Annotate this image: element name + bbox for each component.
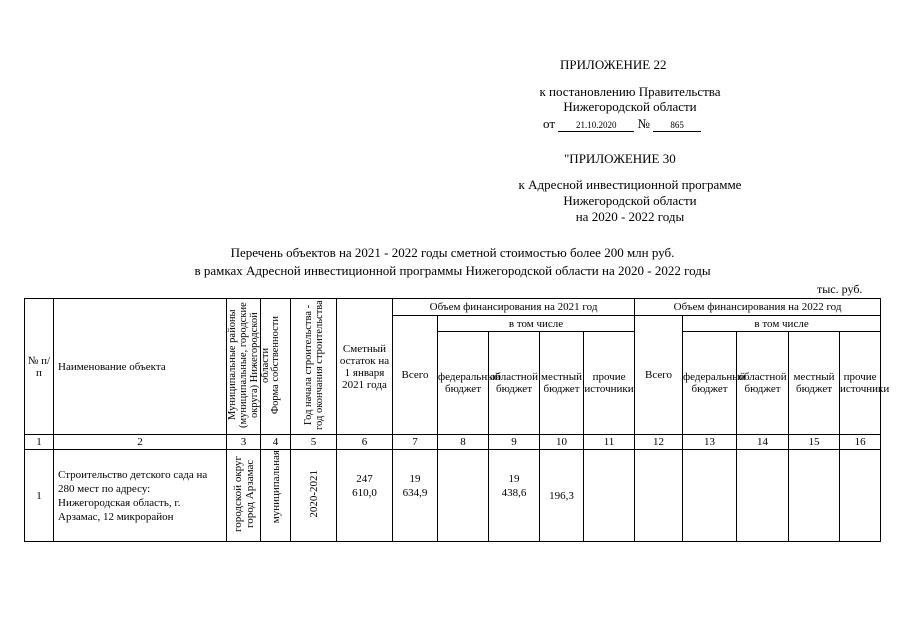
header-num: № п/п <box>25 299 54 435</box>
row-district: городской округ город Арзамас <box>227 450 261 542</box>
col-number: 13 <box>683 435 737 450</box>
header-total-2022: Всего <box>635 316 683 435</box>
header-federal-2021: федеральный бюджет <box>438 332 489 435</box>
row-local-2021: 196,3 <box>540 450 584 542</box>
appendix-number: ПРИЛОЖЕНИЕ 22 <box>560 57 667 72</box>
decree-date-line <box>543 116 701 132</box>
row-local-2022 <box>789 450 840 542</box>
header-local-2022: местный бюджет <box>789 332 840 435</box>
header-total-2021: Всего <box>393 316 438 435</box>
row-regional-2022 <box>737 450 789 542</box>
col-number: 3 <box>227 435 261 450</box>
program-line-3: на 2020 - 2022 годы <box>575 209 685 224</box>
header-fin-2022: Объем финансирования на 2022 год <box>635 299 881 316</box>
decree-line: к постановлению Правительства <box>539 84 721 99</box>
header-other-2021: прочие источники <box>584 332 635 435</box>
col-number: 8 <box>438 435 489 450</box>
row-other-2021 <box>584 450 635 542</box>
row-remainder: 247 610,0 <box>337 450 393 542</box>
units-label: тыс. руб. <box>817 282 863 296</box>
col-number: 16 <box>840 435 881 450</box>
title-line-2: в рамках Адресной инвестиционной программы Нижегородской области на 2020 - 2022 годы <box>194 263 711 278</box>
col-number: 7 <box>393 435 438 450</box>
header-ownership: Форма собственности <box>261 299 291 435</box>
header-regional-2022: областной бюджет <box>737 332 789 435</box>
col-number: 9 <box>489 435 540 450</box>
number-label: № <box>637 116 650 131</box>
col-number: 10 <box>540 435 584 450</box>
header-name: Наименование объекта <box>54 299 227 435</box>
row-num: 1 <box>25 450 54 542</box>
col-number: 2 <box>54 435 227 450</box>
col-number: 12 <box>635 435 683 450</box>
header-federal-2022: федеральный бюджет <box>683 332 737 435</box>
decree-number: 865 <box>653 120 701 132</box>
row-total-2022 <box>635 450 683 542</box>
row-ownership: муниципальная <box>261 450 291 542</box>
col-number: 15 <box>789 435 840 450</box>
col-number: 1 <box>25 435 54 450</box>
program-line-2: Нижегородской области <box>563 193 697 208</box>
header-district: Муниципальные районы (муниципальные, городские округа) Нижегородской области <box>227 299 261 435</box>
row-regional-2021: 19 438,6 <box>489 450 540 542</box>
from-label: от <box>543 116 556 131</box>
row-federal-2022 <box>683 450 737 542</box>
col-number: 11 <box>584 435 635 450</box>
region-line: Нижегородской области <box>563 99 697 114</box>
header-remainder: Сметный остаток на 1 января 2021 года <box>337 299 393 435</box>
col-number: 5 <box>291 435 337 450</box>
row-total-2021: 19 634,9 <box>393 450 438 542</box>
header-other-2022: прочие источники <box>840 332 881 435</box>
col-number: 6 <box>337 435 393 450</box>
row-other-2022 <box>840 450 881 542</box>
decree-date: 21.10.2020 <box>558 120 634 132</box>
row-name: Строительство детского сада на 280 мест по адресу: Нижегородская область, г. Арзамас, 12 микрорайон <box>54 450 227 542</box>
header-years: Год начала строительства - год окончания строительства <box>291 299 337 435</box>
title-line-1: Перечень объектов на 2021 - 2022 годы сметной стоимостью более 200 млн руб. <box>230 245 675 260</box>
objects-table <box>24 298 890 542</box>
table-row <box>25 450 881 542</box>
header-including-2021: в том числе <box>438 316 635 332</box>
row-federal-2021 <box>438 450 489 542</box>
row-years: 2020-2021 <box>291 450 337 542</box>
header-local-2021: местный бюджет <box>540 332 584 435</box>
col-number: 14 <box>737 435 789 450</box>
col-number: 4 <box>261 435 291 450</box>
header-fin-2021: Объем финансирования на 2021 год <box>393 299 635 316</box>
appendix-30: "ПРИЛОЖЕНИЕ 30 <box>564 151 676 166</box>
column-numbers-row <box>25 435 881 450</box>
program-line-1: к Адресной инвестиционной программе <box>518 177 742 192</box>
header-including-2022: в том числе <box>683 316 881 332</box>
header-regional-2021: областной бюджет <box>489 332 540 435</box>
